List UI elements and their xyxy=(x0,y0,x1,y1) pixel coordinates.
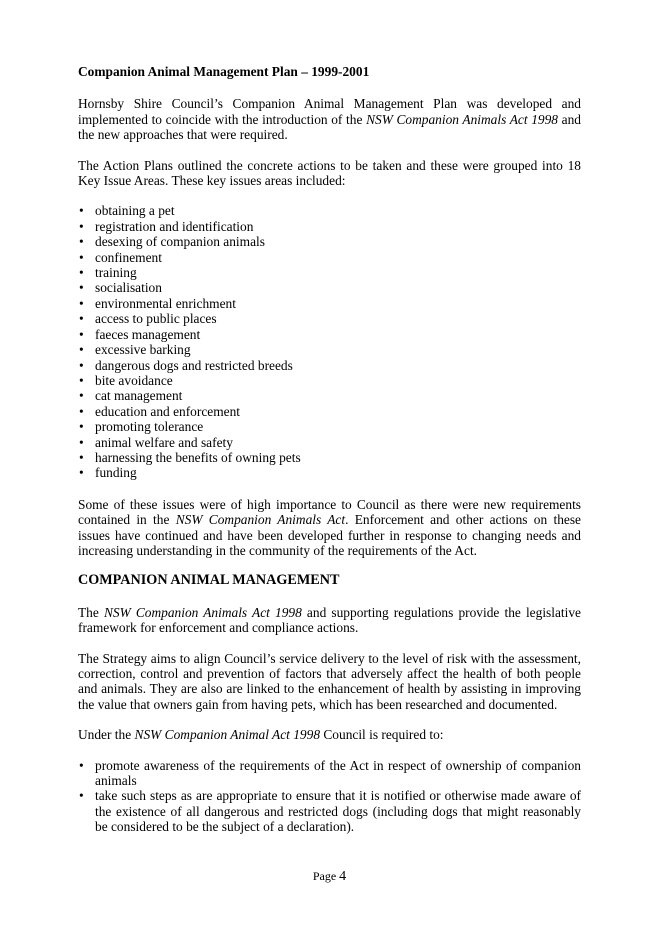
requirements-text-c: Council is required to: xyxy=(320,727,444,743)
list-item: • promote awareness of the requirements of the Act in respect of ownership of companion animals xyxy=(78,758,581,789)
section-heading: COMPANION ANIMAL MANAGEMENT xyxy=(78,572,340,589)
legislative-act-name: NSW Companion Animals Act 1998 xyxy=(103,604,302,620)
list-item: • faeces management xyxy=(78,327,581,342)
list-item: • promoting tolerance xyxy=(78,419,581,434)
list-item: • environmental enrichment xyxy=(78,296,581,311)
council-requirements-list xyxy=(78,758,581,835)
list-item: • access to public places xyxy=(78,311,581,326)
intro-text-a: Hornsby Shire Council’s Companion Animal Management Plan was developed and implemented to coincide with the introduction of the xyxy=(78,96,581,127)
list-item: • socialisation xyxy=(78,280,581,295)
page-label: Page xyxy=(312,869,337,883)
list-item: • desexing of companion animals xyxy=(78,234,581,249)
legislative-paragraph xyxy=(78,605,581,636)
page-number: 4 xyxy=(339,869,347,884)
importance-text-a: Some of these issues were of high importance to Council as there were new requirements contained in the xyxy=(78,496,581,528)
list-item: • funding xyxy=(78,465,581,480)
requirements-intro-paragraph xyxy=(78,727,581,742)
section-title: Companion Animal Management Plan – 1999-2001 xyxy=(78,64,370,79)
list-item: • training xyxy=(78,265,581,280)
intro-act-name: NSW Companion Animals Act 1998 xyxy=(366,111,558,127)
list-item: • animal welfare and safety xyxy=(78,435,581,450)
legislative-text-c: and supporting regulations provide the legislative framework for enforcement and compliance actions. xyxy=(78,604,582,636)
legislative-text-a: The xyxy=(78,604,104,620)
requirements-text-a: Under the xyxy=(78,727,135,743)
list-item: • take such steps as are appropriate to ensure that it is notified or otherwise made aware of the existence of all dangerous and restricted dogs (including dogs that might reasonably be considered to be the subject of a declaration). xyxy=(78,788,581,834)
list-item: • education and enforcement xyxy=(78,404,581,419)
key-issues-list xyxy=(78,203,581,480)
list-item: • obtaining a pet xyxy=(78,203,581,218)
intro-text-c: and the new approaches that were required. xyxy=(78,111,581,143)
list-item: • registration and identification xyxy=(78,219,581,234)
list-item: • harnessing the benefits of owning pets xyxy=(78,450,581,465)
list-item: • cat management xyxy=(78,388,581,403)
list-item: • bite avoidance xyxy=(78,373,581,388)
strategy-paragraph: The Strategy aims to align Council’s service delivery to the level of risk with the assessment, correction, control and prevention of factors that adversely affect the health of both people and animals. They are also are linked to the enhancement of health by assisting in improving the value that owners gain from having pets, which has been researched and documented. xyxy=(78,650,581,712)
requirements-act-name: NSW Companion Animal Act 1998 xyxy=(134,727,321,743)
importance-text-c: . Enforcement and other actions on these issues have continued and have been developed further in response to changing needs and increasing understanding in the community of the requirements of the Act. xyxy=(78,512,581,558)
list-item: • excessive barking xyxy=(78,342,581,357)
intro-paragraph xyxy=(78,96,581,142)
page-footer xyxy=(0,869,659,884)
list-item: • confinement xyxy=(78,250,581,265)
issues-importance-paragraph xyxy=(78,497,581,559)
list-item: • dangerous dogs and restricted breeds xyxy=(78,358,581,373)
action-plans-paragraph: The Action Plans outlined the concrete actions to be taken and these were grouped into 18 Key Issue Areas. These key issues areas included: xyxy=(78,157,581,189)
importance-act-name: NSW Companion Animals Act xyxy=(175,512,346,528)
